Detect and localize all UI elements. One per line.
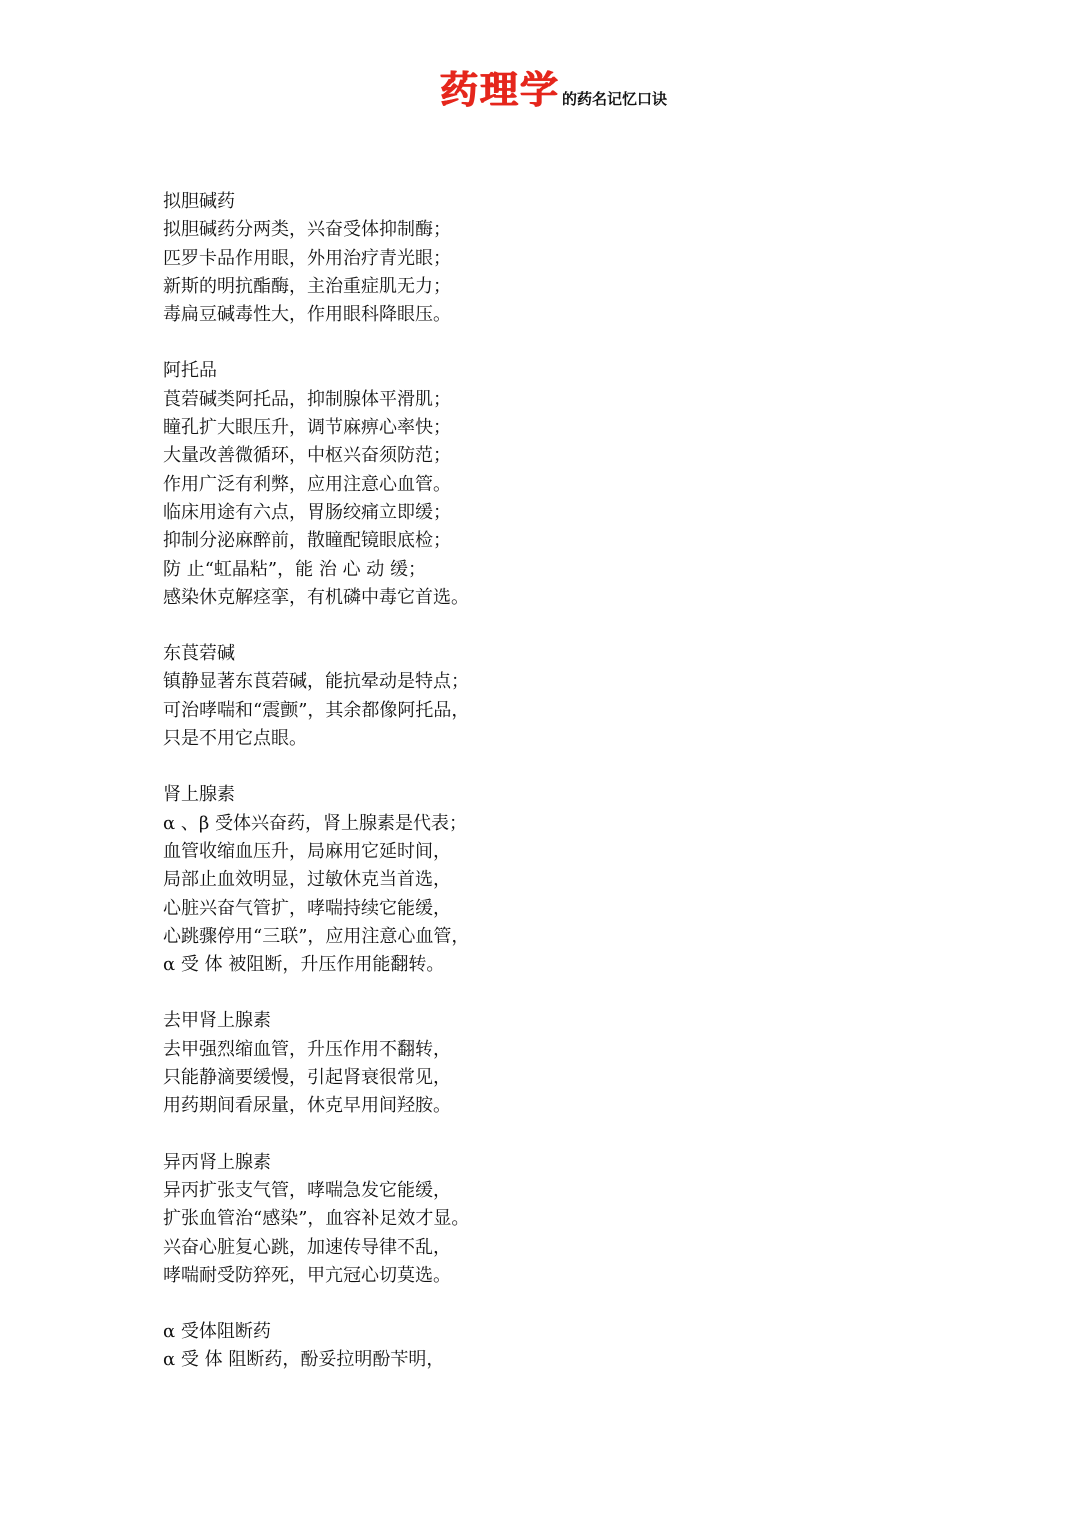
verse-line: 莨菪碱类阿托品，抑制腺体平滑肌； [163,388,451,410]
verse-line: 兴奋心脏复心跳，加速传导律不乱， [163,1236,451,1258]
page-title: 药理学 [440,68,561,112]
mnemonic-list [163,188,923,1403]
verse-line: 扩张血管治“感染”，血容补足效才显。 [163,1208,470,1230]
section-alpha-blockers [163,1318,923,1375]
section-title: 阿托品 [163,360,217,382]
verse-line: 心脏兴奋气管扩，哮喘持续它能缓， [163,897,451,919]
verse-line: 防 止“虹晶粘”，能 治 心 动 缓； [163,558,427,580]
verse-line: 大量改善微循环，中枢兴奋须防范； [163,445,451,467]
verse-line: 毒扁豆碱毒性大，作用眼科降眼压。 [163,304,451,326]
verse-line: α 受 体 被阻断，升压作用能翻转。 [163,954,445,976]
verse-line: 心跳骤停用“三联”，应用注意心血管， [163,925,470,947]
verse-line: 感染休克解痉挛，有机磷中毒它首选。 [163,586,469,608]
verse-line: 匹罗卡品作用眼，外用治疗青光眼； [163,247,451,269]
section-atropine [163,357,923,612]
verse-line: α 受 体 阻断药，酚妥拉明酚苄明， [163,1349,445,1371]
verse-line: 抑制分泌麻醉前，散瞳配镜眼底检； [163,530,451,552]
verse-line: 新斯的明抗酯酶，主治重症肌无力； [163,275,451,297]
section-title: 拟胆碱药 [163,191,235,212]
verse-line: 血管收缩血压升，局麻用它延时间， [163,840,451,862]
verse-line: 镇静显著东莨菪碱，能抗晕动是特点； [163,671,469,693]
section-norepinephrine [163,1007,923,1120]
verse-line: α 、β 受体兴奋药，肾上腺素是代表； [163,812,468,834]
section-cholinomimetics [163,188,923,329]
section-title: 异丙肾上腺素 [163,1151,271,1173]
section-epinephrine [163,781,923,979]
page-subtitle: 的药名记忆口诀 [562,90,668,108]
verse-line: 作用广泛有利弊，应用注意心血管。 [163,473,451,495]
verse-line: 用药期间看尿量，休克早用间羟胺。 [163,1095,451,1117]
verse-line: 只能静滴要缓慢，引起肾衰很常见， [163,1067,451,1089]
verse-line: 临床用途有六点，胃肠绞痛立即缓； [163,501,451,523]
page-header [440,68,667,112]
section-title: α 受体阻断药 [163,1321,271,1343]
verse-line: 可治哮喘和“震颤”，其余都像阿托品， [163,699,470,721]
section-isoprenaline [163,1149,923,1290]
verse-line: 去甲强烈缩血管，升压作用不翻转， [163,1038,451,1060]
verse-line: 只是不用它点眼。 [163,728,307,750]
verse-line: 异丙扩张支气管，哮喘急发它能缓， [163,1179,451,1201]
section-title: 肾上腺素 [163,784,235,806]
verse-line: 瞳孔扩大眼压升，调节麻痹心率快； [163,417,451,439]
verse-line: 局部止血效明显，过敏休克当首选， [163,869,451,891]
section-scopolamine [163,640,923,753]
section-title: 去甲肾上腺素 [163,1010,271,1032]
verse-line: 哮喘耐受防猝死，甲亢冠心切莫选。 [163,1264,451,1286]
section-title: 东莨菪碱 [163,643,235,665]
verse-line: 拟胆碱药分两类，兴奋受体抑制酶； [163,219,451,241]
